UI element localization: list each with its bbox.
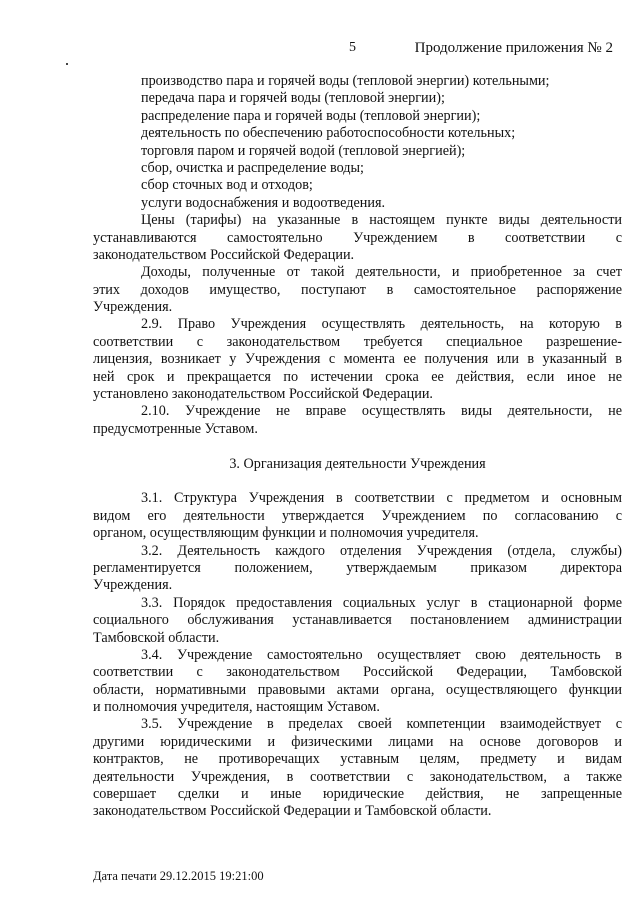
text-line: деятельность по обеспечению работоспособности котельных; [141, 125, 516, 142]
text-line: контрактов, не противоречащих уставным целям, предмету и видам [93, 751, 622, 768]
text-line: соответствии с законодательством требуется специальное разрешение- [93, 333, 622, 350]
text-line: законодательством Российской Федерации. [93, 246, 355, 263]
section-heading: 3. Организация деятельности Учреждения [229, 455, 486, 472]
text-line: соответствии с законодательством Российской Федерации, Тамбовской [93, 664, 622, 681]
text-line: передача пара и горячей воды (тепловой энергии); [141, 90, 445, 107]
text-line: социального обслуживания устанавливается постановлением администрации [93, 612, 622, 629]
text-line: 3.3. Порядок предоставления социальных услуг в стационарной форме [141, 594, 622, 611]
text-line: устанавливаются самостоятельно Учреждением в соответствии с [93, 229, 622, 246]
text-line: другими юридическими и физическими лицами на основе договоров и [93, 733, 622, 750]
text-line: предусмотренные Уставом. [93, 420, 258, 437]
text-line: производство пара и горячей воды (тепловой энергии) котельными; [141, 73, 550, 89]
text-line: Тамбовской области. [93, 629, 220, 646]
text-line: Цены (тарифы) на указанные в настоящем пункте виды деятельности [141, 212, 622, 229]
document-body [93, 73, 622, 821]
text-line: регламентируется положением, утверждаемым приказом директора [93, 559, 622, 576]
appendix-continuation-title: Продолжение приложения № 2 [414, 40, 613, 56]
text-line: ней срок и прекращается по истечении срока ее действия, если иное не [93, 368, 622, 385]
text-line: лицензия, возникает у Учреждения с момента ее получения или в указанный в [93, 351, 622, 368]
text-line: законодательством Российской Федерации и Тамбовской области. [93, 803, 492, 820]
text-line: Учреждения. [93, 299, 173, 316]
text-line: сбор сточных вод и отходов; [141, 177, 313, 194]
text-line: Учреждения. [93, 577, 173, 594]
text-line: сбор, очистка и распределение воды; [141, 159, 364, 176]
text-line: 3.4. Учреждение самостоятельно осуществляет свою деятельность в [141, 646, 622, 663]
text-line: и полномочия учредителя, настоящим Уставом. [93, 699, 380, 716]
text-line: совершает сделки и иные юридические действия, не запрещенные [93, 786, 622, 803]
text-line: Доходы, полученные от такой деятельности, и приобретенное за счет [141, 264, 622, 281]
print-date: Дата печати 29.12.2015 19:21:00 [93, 869, 264, 883]
page-number: 5 [349, 40, 356, 55]
text-line: этих доходов имущество, поступают в самостоятельное распоряжение [93, 281, 622, 298]
text-line: 2.10. Учреждение не вправе осуществлять виды деятельности, не [141, 403, 622, 420]
blank-line [93, 473, 622, 490]
text-line: видом его деятельности утверждается Учреждением по согласованию с [93, 507, 622, 524]
text-line: услуги водоснабжения и водоотведения. [141, 194, 386, 211]
text-line: торговля паром и горячей водой (тепловой энергией); [141, 142, 466, 159]
text-line: деятельности Учреждения, в соответствии с законодательством, а также [93, 768, 622, 785]
text-line: установлено законодательством Российской Федерации. [93, 386, 433, 403]
blank-line [93, 438, 622, 455]
text-line: 3.5. Учреждение в пределах своей компетенции взаимодействует с [141, 716, 622, 733]
text-line: 2.9. Право Учреждения осуществлять деятельность, на которую в [141, 316, 622, 333]
scan-speck [66, 63, 68, 65]
text-line: распределение пара и горячей воды (тепловой энергии); [141, 107, 481, 124]
text-line: 3.1. Структура Учреждения в соответствии с предметом и основным [141, 490, 622, 507]
text-line: области, нормативными правовыми актами органа, осуществляющего функции [93, 681, 622, 698]
text-line: 3.2. Деятельность каждого отделения Учреждения (отдела, службы) [141, 542, 622, 559]
text-line: органом, осуществляющим функции и полномочия учредителя. [93, 525, 479, 542]
